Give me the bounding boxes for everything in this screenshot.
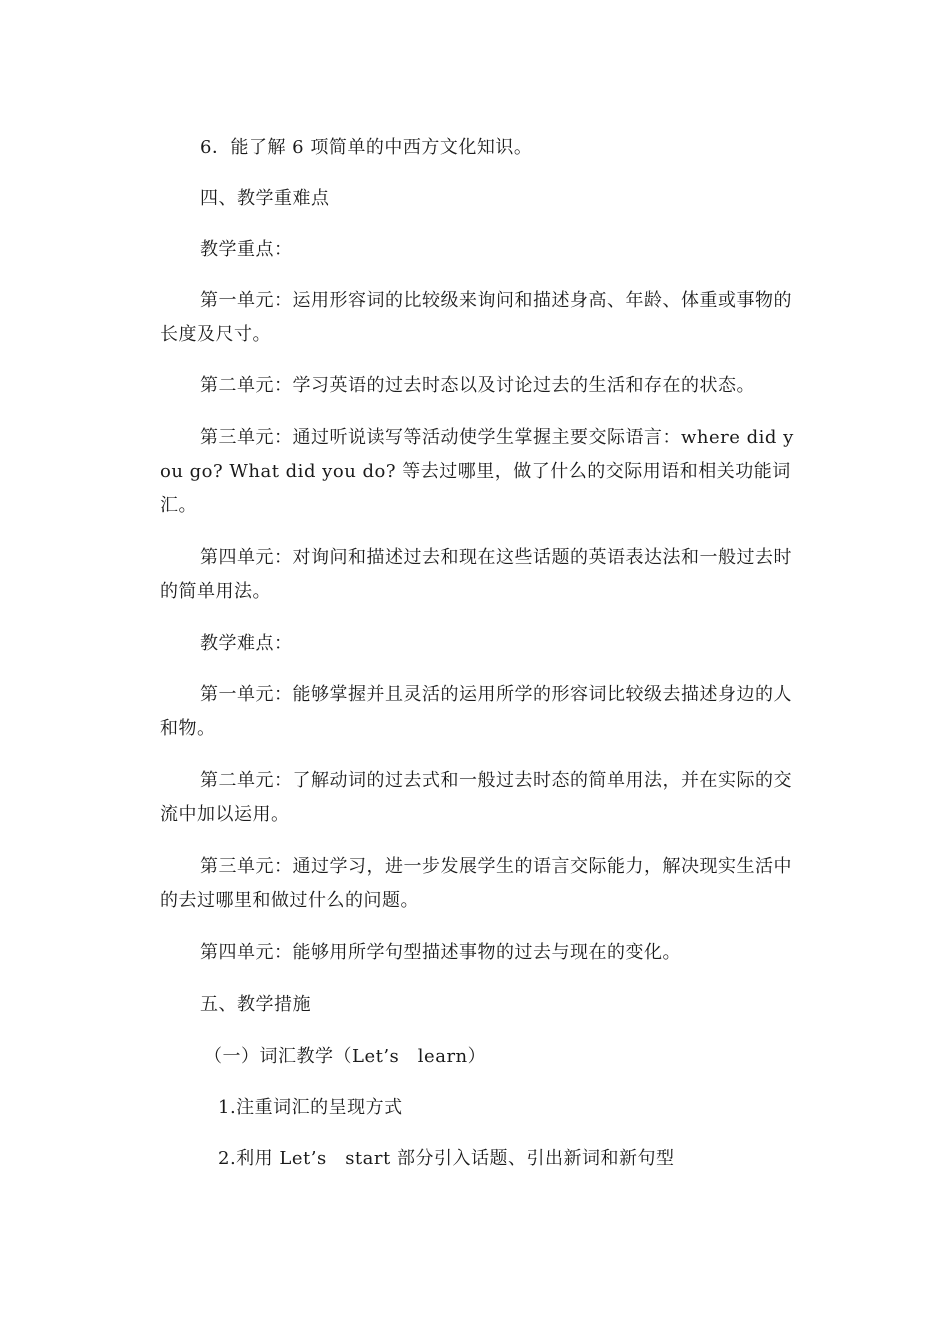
paragraph-culture-goal: 6．能了解 6 项简单的中西方文化知识。 xyxy=(200,137,533,158)
paragraph-difficulty-unit-2: 第二单元：了解动词的过去式和一般过去时态的简单用法，并在实际的交流中加以运用。 xyxy=(160,770,792,825)
section-heading-key-points: 四、教学重难点 xyxy=(200,188,330,209)
paragraph-difficulty-unit-1: 第一单元：能够掌握并且灵活的运用所学的形容词比较级去描述身边的人和物。 xyxy=(160,684,792,739)
list-item-lets-start: 2.利用 Let’s start 部分引入话题、引出新词和新句型 xyxy=(218,1148,675,1169)
section-heading-measures: 五、教学措施 xyxy=(200,994,311,1015)
subheading-teaching-difficulty: 教学难点： xyxy=(200,633,293,654)
paragraph-focus-unit-4: 第四单元：对询问和描述过去和现在这些话题的英语表达法和一般过去时的简单用法。 xyxy=(160,547,792,602)
subheading-vocabulary-teaching: （一）词汇教学（Let’s learn） xyxy=(204,1046,487,1067)
subheading-teaching-focus: 教学重点： xyxy=(200,239,293,260)
paragraph-focus-unit-3: 第三单元：通过听说读写等活动使学生掌握主要交际语言：where did you go? What did you do? 等去过哪里，做了什么的交际用语和相关功能词汇。 xyxy=(160,427,794,516)
paragraph-difficulty-unit-3: 第三单元：通过学习，进一步发展学生的语言交际能力，解决现实生活中的去过哪里和做过什么的问题。 xyxy=(160,856,792,911)
paragraph-difficulty-unit-4: 第四单元：能够用所学句型描述事物的过去与现在的变化。 xyxy=(200,942,681,963)
list-item-presentation: 1.注重词汇的呈现方式 xyxy=(218,1097,403,1118)
paragraph-focus-unit-1: 第一单元：运用形容词的比较级来询问和描述身高、年龄、体重或事物的长度及尺寸。 xyxy=(160,290,792,345)
paragraph-focus-unit-2: 第二单元：学习英语的过去时态以及讨论过去的生活和存在的状态。 xyxy=(200,375,755,396)
